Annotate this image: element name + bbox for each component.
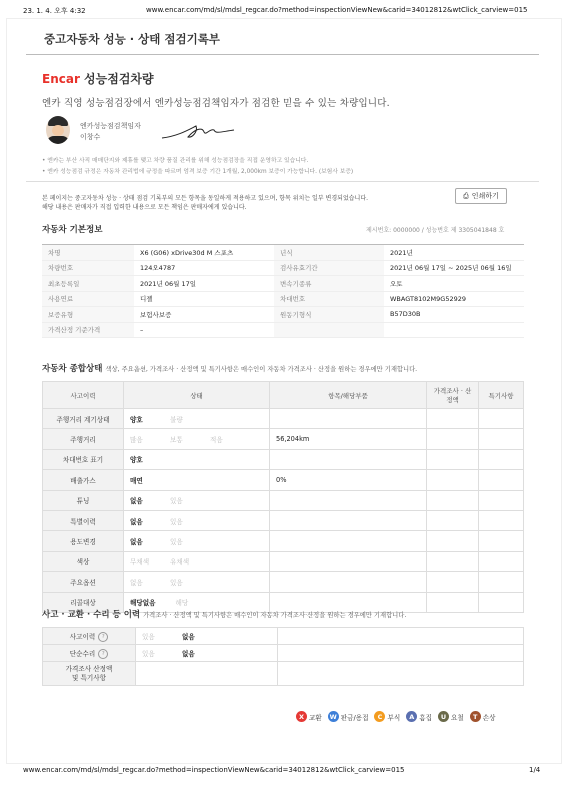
option: 보통 xyxy=(170,436,183,445)
legend-label: 흠집 xyxy=(419,713,432,722)
table-row xyxy=(42,307,524,323)
basic-info-title: 자동차 기본정보 xyxy=(42,225,103,235)
info-label: 보증유형 xyxy=(42,307,134,323)
history-table xyxy=(42,627,524,686)
print-button[interactable] xyxy=(455,188,507,204)
info-label: 검사유효기간 xyxy=(274,260,384,276)
info-label: 차량번호 xyxy=(42,260,134,276)
info-label: 원동기형식 xyxy=(274,307,384,323)
legend-label: 판금/용접 xyxy=(340,713,369,722)
col-header: 상태 xyxy=(124,382,270,409)
legend-a-icon: A xyxy=(406,711,417,722)
info-value: 보험사보증 xyxy=(140,310,172,319)
legend-label: 부식 xyxy=(387,713,401,722)
col-header: 특기사항 xyxy=(479,382,524,409)
info-value: 2021년 06월 17일 ~ 2025년 06월 16일 xyxy=(390,264,512,273)
table-row xyxy=(42,260,524,276)
option: 많음 xyxy=(130,436,143,445)
legend-item xyxy=(296,711,322,722)
legend-item xyxy=(470,711,496,722)
info-value: WBAGT8102M9G52929 xyxy=(390,294,466,303)
selected-option: 없음 xyxy=(130,517,143,526)
info-value: 오토 xyxy=(390,279,403,288)
remark-cell xyxy=(479,572,524,592)
encar-logo: Encar xyxy=(42,72,80,86)
table-row xyxy=(43,531,524,551)
option: 해당 xyxy=(175,599,189,608)
report-number: 제시번호: 0000000 / 성능번호 제 3305041848 호 xyxy=(366,227,505,234)
selected-option: 없음 xyxy=(130,497,143,506)
legend-item xyxy=(406,711,432,722)
selected-option: 없음 xyxy=(130,538,143,547)
option: 무채색 xyxy=(130,558,150,567)
selected-option: 해당없음 xyxy=(130,599,156,608)
price-cell xyxy=(427,449,479,469)
part-value xyxy=(270,572,427,592)
remark-cell xyxy=(479,449,524,469)
history-title xyxy=(42,608,406,620)
part-value: 56,204km xyxy=(270,429,427,449)
printer-icon: ⎙ xyxy=(463,191,469,200)
legend-item xyxy=(438,711,464,722)
info-value xyxy=(384,322,524,338)
price-cell xyxy=(427,409,479,429)
history-label: 단순수리 ? xyxy=(43,645,136,662)
inspector-role: 엔카성능점검책임자 xyxy=(80,122,141,130)
legend-w-icon: W xyxy=(329,712,337,721)
price-cell xyxy=(427,551,479,571)
legend-label: 손상 xyxy=(482,713,496,722)
remark-cell xyxy=(479,429,524,449)
table-row xyxy=(43,645,524,662)
table-row xyxy=(43,470,524,490)
part-value xyxy=(270,409,427,429)
remark-cell xyxy=(479,531,524,551)
part-value xyxy=(270,531,427,551)
price-cell xyxy=(427,429,479,449)
option: 있음 xyxy=(170,497,183,506)
divider xyxy=(26,181,539,182)
table-row xyxy=(43,449,524,469)
table-row xyxy=(43,551,524,571)
option: 없음 xyxy=(130,578,143,587)
legend-item xyxy=(374,711,400,722)
status-label: 튜닝 xyxy=(43,490,124,510)
part-value xyxy=(270,490,427,510)
col-header: 항목/해당부품 xyxy=(270,382,427,409)
info-value: B57D30B xyxy=(390,310,421,319)
info-value: 디젤 xyxy=(140,295,153,304)
legend-item xyxy=(328,711,369,722)
notice-line: 본 페이지는 중고자동차 성능 · 상태 점검 기록부의 모든 항목을 동일하게 적용하고 있으며, 항목 위치는 일부 변경되었습니다. xyxy=(42,195,369,202)
status-options xyxy=(124,490,270,510)
part-value xyxy=(270,510,427,530)
status-label: 주행거리 계기상태 xyxy=(43,409,124,429)
legend-x-icon: X xyxy=(296,711,307,722)
history-title-text: 사고 · 교환 · 수리 등 이력 xyxy=(42,610,141,620)
price-cell xyxy=(427,490,479,510)
part-value: 0% xyxy=(270,470,427,490)
price-cell xyxy=(427,510,479,530)
price-cell xyxy=(427,592,479,612)
page-number: 1/4 xyxy=(529,766,541,774)
table-row xyxy=(43,662,524,686)
brand-label: 성능점검차량 xyxy=(79,72,154,86)
table-row xyxy=(43,409,524,429)
history-subtitle: 가격조사 · 산정액 및 특기사항은 매수인이 자동차 가격조사·산정을 원하는 경우에만 기재합니다. xyxy=(143,612,407,619)
price-cell xyxy=(427,470,479,490)
table-row xyxy=(42,276,524,292)
price-cell xyxy=(427,531,479,551)
col-header: 가격조사 · 산정액 xyxy=(427,382,479,409)
info-value: – xyxy=(140,325,144,334)
option: 적음 xyxy=(210,436,223,445)
note-line: • 엔카 성능점검 규정은 자동차 관리법에 규정을 따르며 엄격 보증 기간 1개월, 2,000km 보증이 가능합니다. (보험사 보증) xyxy=(42,169,354,175)
legend-t-icon: T xyxy=(470,711,481,722)
status-options xyxy=(124,429,270,449)
overall-status-table xyxy=(42,381,524,613)
legend-u-icon: U xyxy=(438,711,449,722)
info-label: 차명 xyxy=(42,245,134,261)
info-label: 최초등록일 xyxy=(42,276,134,292)
status-label: 리콜대상 xyxy=(43,592,124,612)
help-icon[interactable]: ? xyxy=(98,632,108,642)
info-value: 2021년 xyxy=(390,248,413,257)
price-cell xyxy=(427,572,479,592)
table-row xyxy=(42,291,524,307)
print-datetime: 23. 1. 4. 오후 4:32 xyxy=(23,7,86,15)
status-label: 용도변경 xyxy=(43,531,124,551)
signature-image xyxy=(158,120,238,144)
status-options xyxy=(124,531,270,551)
table-row xyxy=(43,510,524,530)
history-options: 있음 없음 xyxy=(136,628,278,645)
part-value xyxy=(270,449,427,469)
brand-title xyxy=(42,70,154,87)
legend-c-icon: C xyxy=(374,711,385,722)
option: 있음 xyxy=(170,578,183,587)
col-header: 사고이력 xyxy=(43,382,124,409)
status-options xyxy=(124,449,270,469)
info-value: 124오4787 xyxy=(140,264,176,273)
table-row xyxy=(43,628,524,645)
status-options xyxy=(124,551,270,571)
remark-cell xyxy=(479,490,524,510)
status-label: 색상 xyxy=(43,551,124,571)
selected-option: 양호 xyxy=(130,456,143,465)
title-divider xyxy=(26,54,539,55)
table-row xyxy=(43,490,524,510)
part-value xyxy=(270,551,427,571)
legend-label: 교환 xyxy=(309,713,322,722)
selected-option: 양호 xyxy=(130,415,143,424)
footer-url: www.encar.com/md/sl/mdsl_regcar.do?method=inspectionViewNew&carid=34012812&wtClick_carview=015 xyxy=(23,766,405,774)
status-label: 주요옵션 xyxy=(43,572,124,592)
legend-label: 요철 xyxy=(450,713,464,722)
info-label xyxy=(274,322,384,338)
info-value: 2021년 06월 17일 xyxy=(140,279,197,288)
selected-option: 매연 xyxy=(130,476,143,485)
inspector-name: 이창수 xyxy=(80,133,101,141)
table-row xyxy=(43,429,524,449)
print-url: www.encar.com/md/sl/mdsl_regcar.do?method=inspectionViewNew&carid=34012812&wtClick_carview=015 xyxy=(146,6,528,14)
help-icon[interactable]: ? xyxy=(98,649,108,659)
history-label: 가격조사 산정액 및 특기사항 xyxy=(43,662,136,686)
page-title: 중고자동차 성능 · 상태 점검기록부 xyxy=(44,32,220,46)
status-options xyxy=(124,470,270,490)
info-label: 가격산정 기준가격 xyxy=(42,322,134,338)
status-options xyxy=(124,510,270,530)
damage-legend xyxy=(296,711,495,722)
basic-info-table xyxy=(42,244,524,338)
overall-subtitle: 색상, 주요옵션, 가격조사 · 산정액 및 특기사항은 매수인이 자동차 가격조사 · 산정을 원하는 경우에만 기재합니다. xyxy=(105,366,418,373)
overall-title xyxy=(42,362,417,374)
note-line: • 엔카는 부산 사직 매매단지와 제휴를 맺고 차량 품질 관리를 위해 성능점검장을 직접 운영하고 있습니다. xyxy=(42,158,309,164)
remark-cell xyxy=(479,409,524,429)
print-button-label: 인쇄하기 xyxy=(471,192,499,200)
option: 유채색 xyxy=(170,558,190,567)
info-label: 차대번호 xyxy=(274,291,384,307)
table-row xyxy=(43,572,524,592)
overall-title-text: 자동차 종합상태 xyxy=(42,364,103,374)
status-options xyxy=(124,409,270,429)
status-label: 주행거리 xyxy=(43,429,124,449)
history-options: 있음 없음 xyxy=(136,645,278,662)
remark-cell xyxy=(479,551,524,571)
status-label: 특별이력 xyxy=(43,510,124,530)
info-label: 사용연료 xyxy=(42,291,134,307)
remark-cell xyxy=(479,510,524,530)
option: 있음 xyxy=(170,517,183,526)
option: 있음 xyxy=(170,538,183,547)
table-row xyxy=(42,245,524,261)
status-options xyxy=(124,572,270,592)
status-label: 차대번호 표기 xyxy=(43,449,124,469)
inspector-avatar xyxy=(46,116,70,144)
info-label: 변속기종류 xyxy=(274,276,384,292)
table-row xyxy=(42,322,524,338)
status-label: 배출가스 xyxy=(43,470,124,490)
brand-subtitle: 엔카 직영 성능점검장에서 엔카성능점검책임자가 점검한 믿을 수 있는 차량입니다. xyxy=(42,98,390,109)
remark-cell xyxy=(479,470,524,490)
remark-cell xyxy=(479,592,524,612)
notice-line: 해당 내용은 판매자가 직접 입력한 내용으로 모든 책임은 판매자에게 있습니다. xyxy=(42,204,247,211)
option: 불량 xyxy=(170,415,183,424)
info-label: 년식 xyxy=(274,245,384,261)
info-value: X6 (G06) xDrive30d M 스포츠 xyxy=(140,248,234,257)
history-label: 사고이력 ? xyxy=(43,628,136,645)
